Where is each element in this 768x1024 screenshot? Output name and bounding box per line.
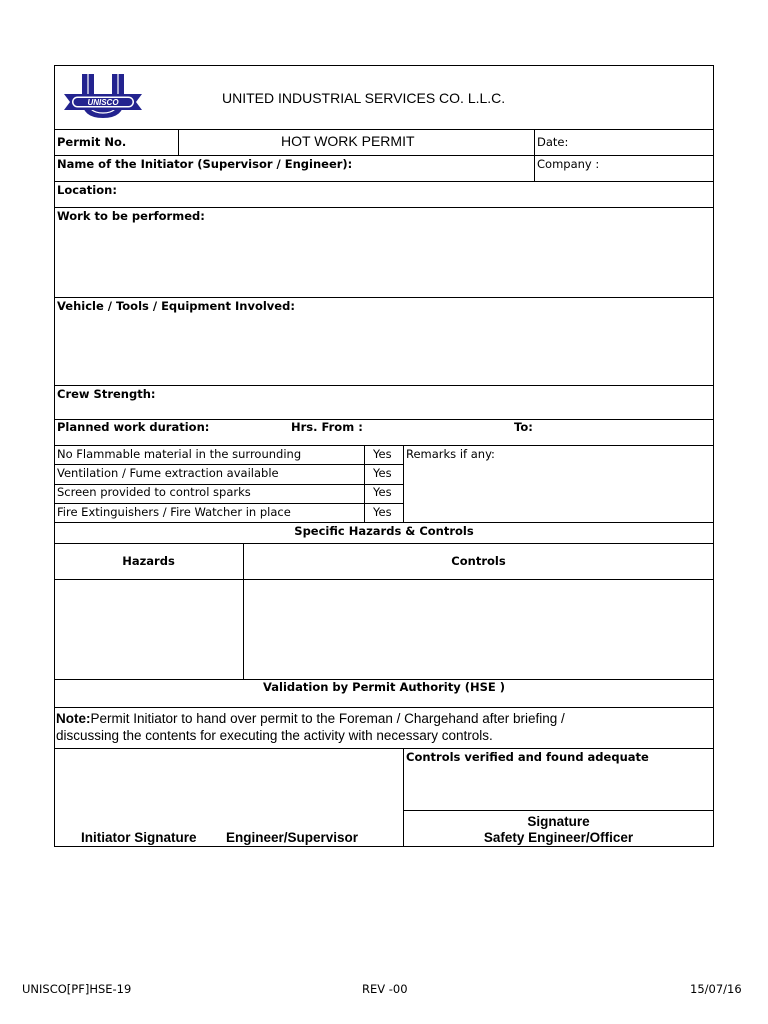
checklist-item: Fire Extinguishers / Fire Watcher in place bbox=[57, 505, 291, 519]
logo-text: UNISCO bbox=[87, 98, 119, 107]
footer-doc-code: UNISCO[PF]HSE-19 bbox=[22, 982, 132, 996]
checklist-answer: Yes bbox=[373, 447, 392, 461]
validation-title: Validation by Permit Authority (HSE ) bbox=[262, 680, 506, 694]
footer-revision: REV -00 bbox=[362, 982, 408, 996]
note-label: Note: bbox=[56, 711, 91, 726]
company-label: Company : bbox=[537, 157, 600, 171]
controls-verified-label: Controls verified and found adequate bbox=[406, 750, 649, 764]
safety-officer-label: Safety Engineer/Officer bbox=[483, 830, 634, 845]
checklist-item: Ventilation / Fume extraction available bbox=[57, 466, 279, 480]
note-text-line1: Permit Initiator to hand over permit to the Foreman / Chargehand after briefing / bbox=[90, 711, 565, 726]
checklist-answer: Yes bbox=[373, 485, 392, 499]
vehicle-label: Vehicle / Tools / Equipment Involved: bbox=[57, 299, 295, 313]
date-label: Date: bbox=[537, 135, 569, 149]
controls-header: Controls bbox=[451, 554, 506, 568]
hazards-section-title: Specific Hazards & Controls bbox=[294, 524, 474, 538]
checklist-item: Screen provided to control sparks bbox=[57, 485, 251, 499]
initiator-signature-label: Initiator Signature bbox=[81, 830, 197, 845]
remarks-label: Remarks if any: bbox=[406, 447, 495, 461]
engineer-supervisor-label: Engineer/Supervisor bbox=[226, 830, 359, 845]
note-text-line2: discussing the contents for executing the activity with necessary controls. bbox=[56, 728, 493, 743]
checklist-item: No Flammable material in the surrounding bbox=[57, 447, 302, 461]
permit-no-label: Permit No. bbox=[57, 135, 127, 149]
checklist-answer: Yes bbox=[373, 466, 392, 480]
signature-label: Signature bbox=[527, 814, 590, 829]
initiator-label: Name of the Initiator (Supervisor / Engineer): bbox=[57, 157, 353, 171]
to-label: To: bbox=[514, 420, 533, 434]
duration-label: Planned work duration: bbox=[57, 420, 210, 434]
crew-label: Crew Strength: bbox=[57, 387, 156, 401]
company-logo bbox=[62, 72, 144, 126]
unisco-logo-icon bbox=[62, 72, 144, 126]
location-label: Location: bbox=[57, 183, 117, 197]
work-label: Work to be performed: bbox=[57, 209, 205, 223]
permit-title: HOT WORK PERMIT bbox=[281, 133, 415, 149]
hrs-from-label: Hrs. From : bbox=[291, 420, 363, 434]
company-name: UNITED INDUSTRIAL SERVICES CO. L.L.C. bbox=[222, 90, 506, 106]
checklist-answer: Yes bbox=[373, 505, 392, 519]
hazards-header: Hazards bbox=[122, 554, 175, 568]
footer-date: 15/07/16 bbox=[690, 982, 742, 996]
note bbox=[56, 711, 565, 726]
